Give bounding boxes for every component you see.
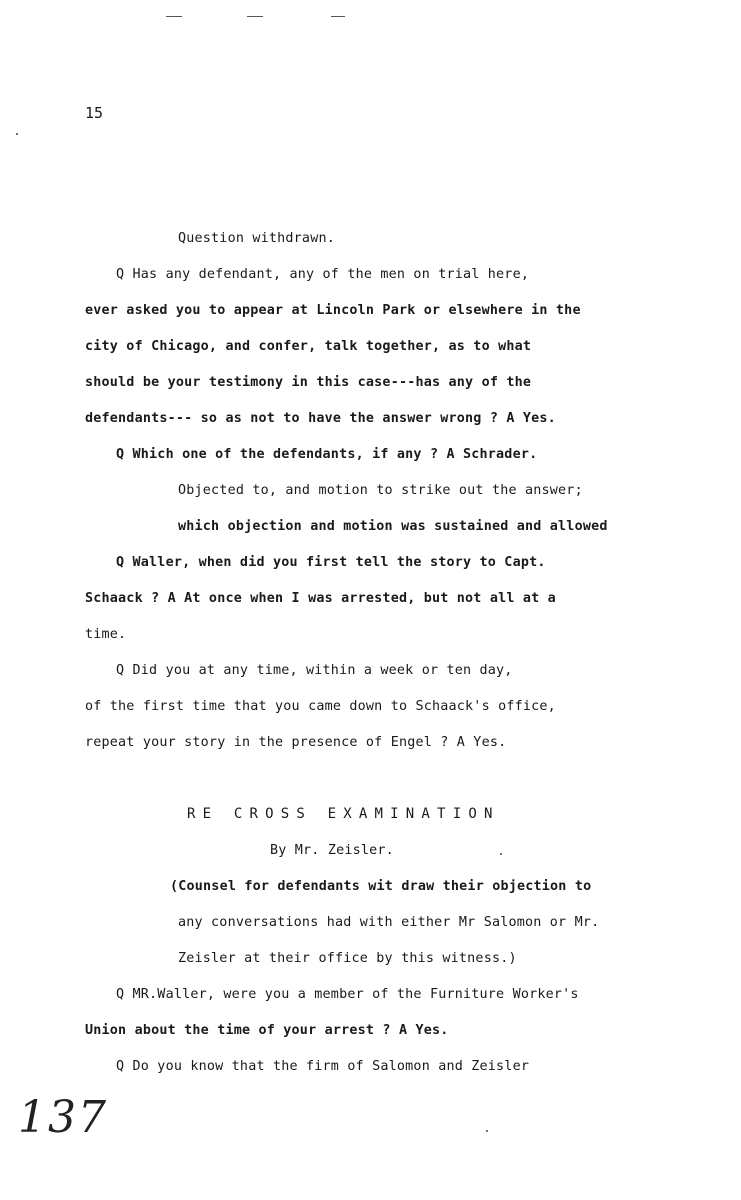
text-line: Q Did you at any time, within a week or ten day, <box>116 663 513 678</box>
text-line: Q Do you know that the firm of Salomon and Zeisler <box>116 1059 530 1074</box>
text-line: ever asked you to appear at Lincoln Park or elsewhere in the <box>85 303 581 318</box>
scan-mark <box>331 16 345 17</box>
text-line: Q MR.Waller, were you a member of the Furniture Worker's <box>116 987 579 1002</box>
text-line: Q Which one of the defendants, if any ? A Schrader. <box>116 447 538 462</box>
scan-speck <box>16 133 18 135</box>
text-line: city of Chicago, and confer, talk together, as to what <box>85 339 532 354</box>
text-line: Q Has any defendant, any of the men on trial here, <box>116 267 530 282</box>
text-line: Q Waller, when did you first tell the story to Capt. <box>116 555 546 570</box>
text-line: time. <box>85 627 127 642</box>
scan-mark <box>166 16 182 17</box>
text-line: Zeisler at their office by this witness.) <box>178 951 517 966</box>
text-line: Objected to, and motion to strike out the answer; <box>178 483 583 498</box>
scan-speck <box>486 1130 488 1132</box>
text-line: which objection and motion was sustained and allowed <box>178 519 608 534</box>
scan-mark <box>247 16 263 17</box>
handwritten-page-number: 137 <box>18 1092 108 1143</box>
text-line: (Counsel for defendants wit draw their objection to <box>170 879 592 894</box>
text-line: Union about the time of your arrest ? A Yes. <box>85 1023 449 1038</box>
section-heading: RE CROSS EXAMINATION <box>187 806 500 822</box>
text-line: of the first time that you came down to Schaack's office, <box>85 699 556 714</box>
text-line: defendants--- so as not to have the answer wrong ? A Yes. <box>85 411 556 426</box>
text-line: should be your testimony in this case---has any of the <box>85 375 532 390</box>
scan-speck <box>500 853 502 855</box>
section-subheading: By Mr. Zeisler. <box>270 843 394 858</box>
page-number: 15 <box>85 104 104 122</box>
text-line: Schaack ? A At once when I was arrested, but not all at a <box>85 591 556 606</box>
text-line: any conversations had with either Mr Salomon or Mr. <box>178 915 600 930</box>
text-line: Question withdrawn. <box>178 231 335 246</box>
text-line: repeat your story in the presence of Engel ? A Yes. <box>85 735 507 750</box>
